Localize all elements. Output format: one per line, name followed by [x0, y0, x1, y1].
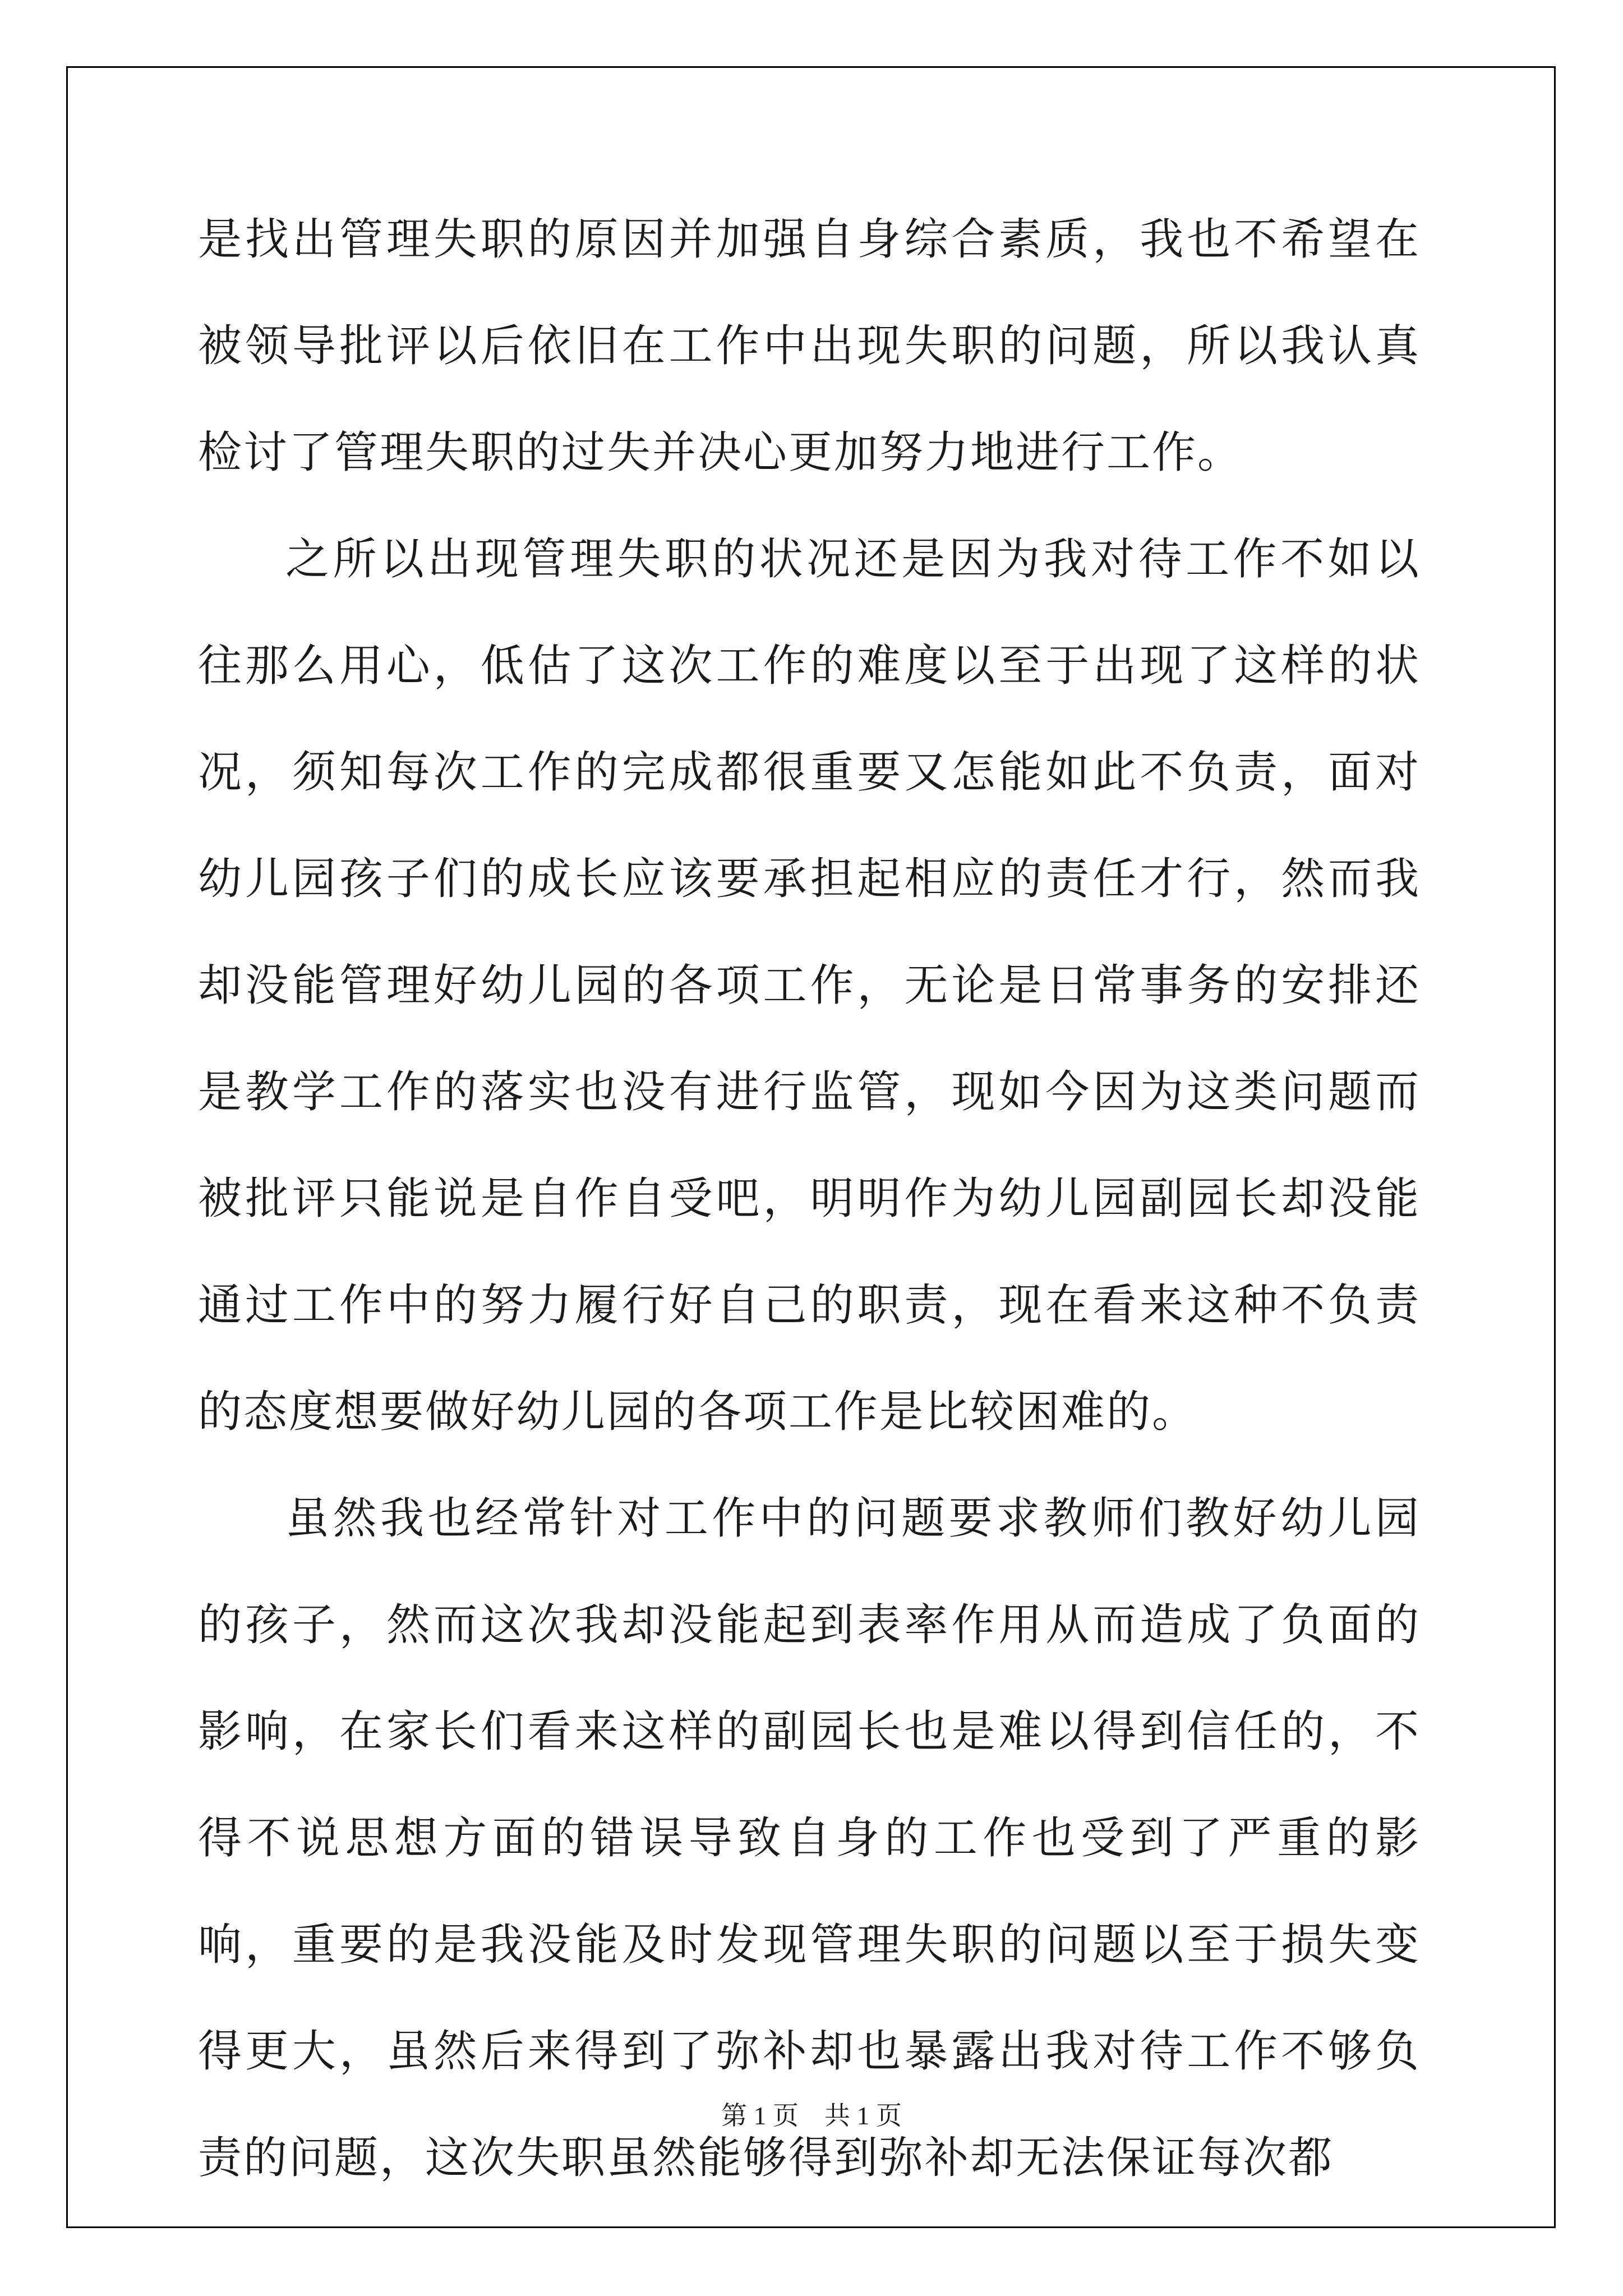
paragraph-3: 虽然我也经常针对工作中的问题要求教师们教好幼儿园的孩子，然而这次我却没能起到表率作用从而造成了负面的影响，在家长们看来这样的副园长也是难以得到信任的，不得不说思想方面的错误导致自身的工作也受到了严重的影响，重要的是我没能及时发现管理失职的问题以至于损失变得更大，虽然后来得到了弥补却也暴露出我对待工作不够负责的问题，这次失职虽然能够得到弥补却无法保证每次都 — [198, 1493, 1421, 2183]
page-number-footer: 第 1 页 共 1 页 — [721, 2101, 902, 2130]
paragraph-1: 是找出管理失职的原因并加强自身综合素质，我也不希望在被领导批评以后依旧在工作中出现失职的问题，所以我认真检讨了管理失职的过失并决心更加努力地进行工作。 — [198, 214, 1421, 478]
document-body — [198, 186, 1421, 2211]
paragraph-2: 之所以出现管理失职的状况还是因为我对待工作不如以往那么用心，低估了这次工作的难度以至于出现了这样的状况，须知每次工作的完成都很重要又怎能如此不负责，面对幼儿园孩子们的成长应该要承担起相应的责任才行，然而我却没能管理好幼儿园的各项工作，无论是日常事务的安排还是教学工作的落实也没有进行监管，现如今因为这类问题而被批评只能说是自作自受吧，明明作为幼儿园副园长却没能通过工作中的努力履行好自己的职责，现在看来这种不负责的态度想要做好幼儿园的各项工作是比较困难的。 — [198, 534, 1421, 1437]
